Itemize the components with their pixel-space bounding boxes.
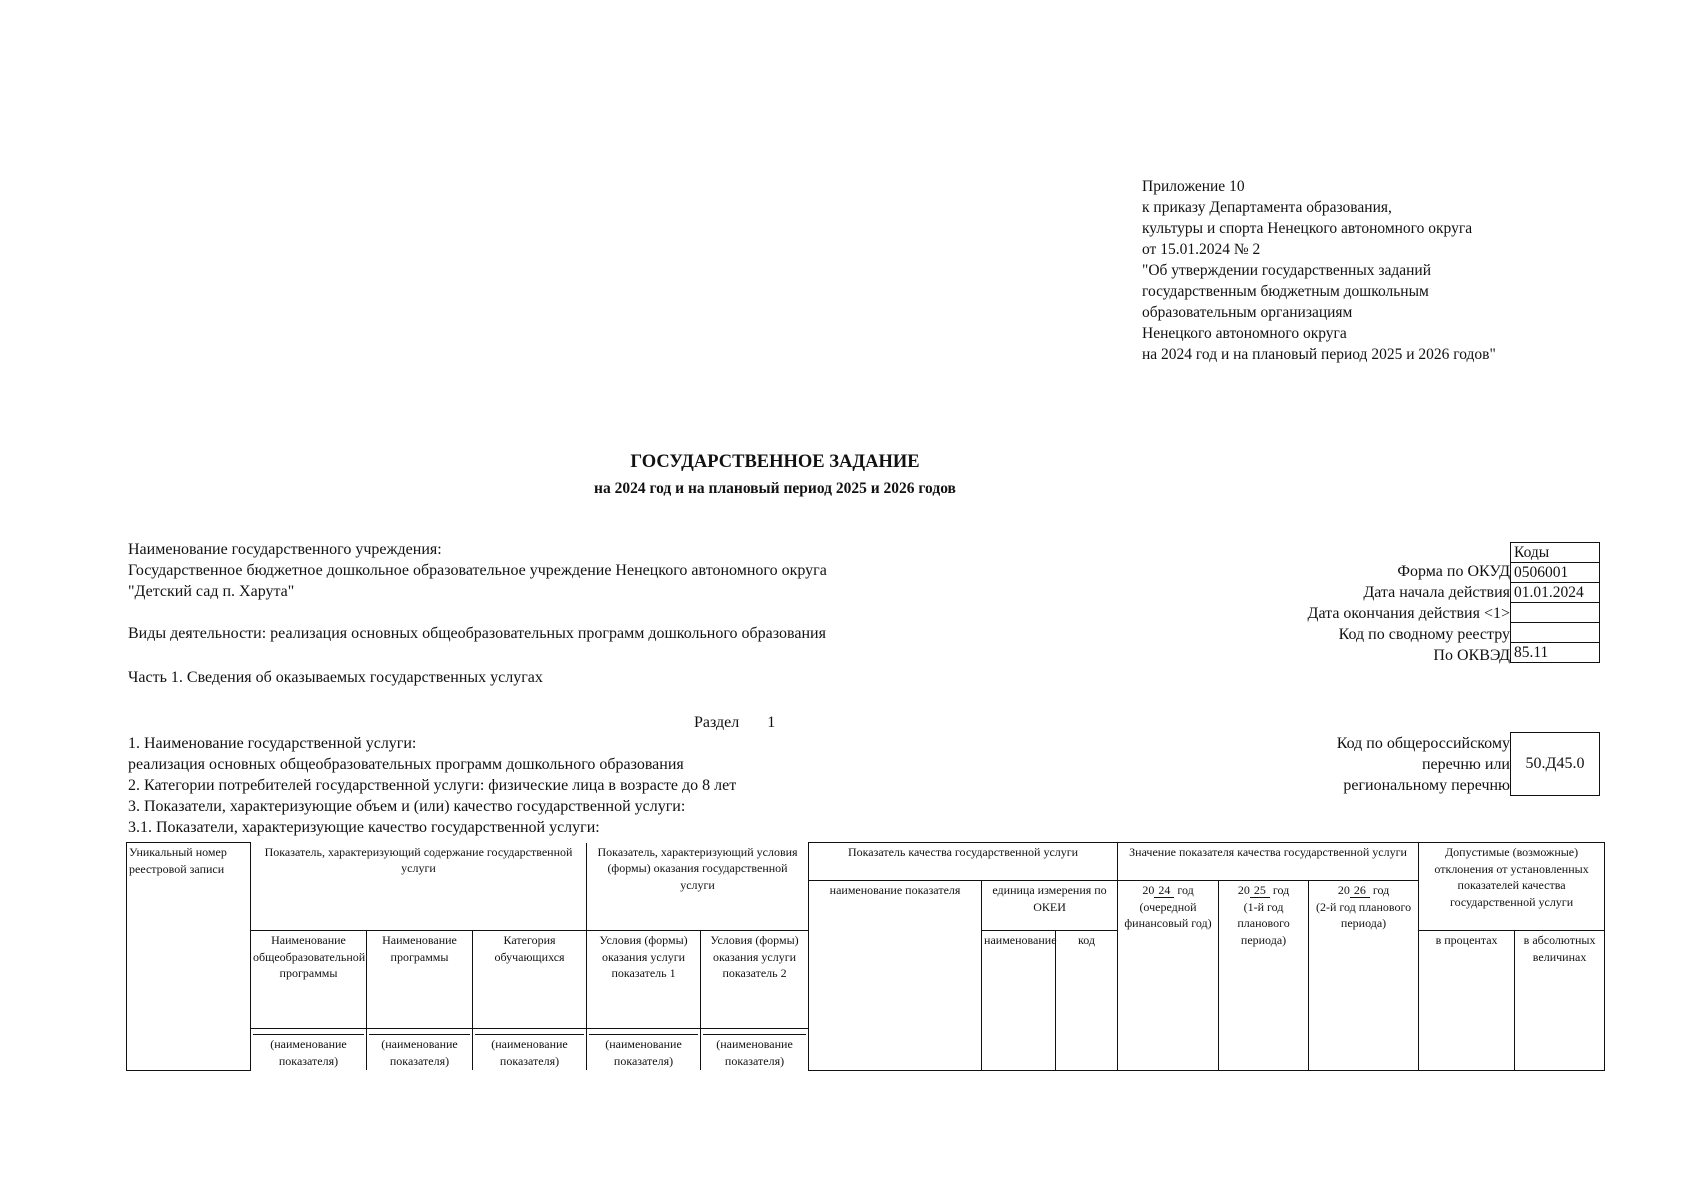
header-indicator-value: Значение показателя качества государственной услуги bbox=[1118, 843, 1419, 881]
col-condition-1 bbox=[587, 931, 701, 1029]
part1-heading: Часть 1. Сведения об оказываемых государственных услугах bbox=[128, 669, 543, 686]
col-program-name-sub bbox=[251, 1029, 367, 1071]
col-condition-2-label: Условия (формы) оказания услуги показатель 2 bbox=[710, 933, 799, 980]
col-program-sub bbox=[367, 1029, 473, 1071]
year-1-prefix: 20 bbox=[1142, 883, 1155, 897]
col-student-category-label: Категория обучающихся bbox=[494, 933, 565, 964]
appendix-line: к приказу Департамента образования, bbox=[1142, 199, 1392, 216]
header-year-3 bbox=[1309, 881, 1419, 1071]
header-indicator-name: наименование показателя bbox=[809, 881, 982, 1071]
section-number: 1 bbox=[767, 714, 776, 731]
service-name-label: 1. Наименование государственной услуги: bbox=[128, 735, 417, 752]
list-code-label-2: перечню или bbox=[1421, 756, 1510, 773]
institution-name-line1: Государственное бюджетное дошкольное образовательное учреждение Ненецкого автономного округа bbox=[128, 562, 827, 579]
section-label: Раздел bbox=[694, 714, 740, 731]
year-3-suffix: год bbox=[1372, 883, 1390, 897]
list-code-label-3: региональному перечню bbox=[1343, 777, 1510, 794]
header-unique-number: Уникальный номер реестровой записи bbox=[127, 843, 251, 1071]
year-1-note: (очередной финансовый год) bbox=[1124, 899, 1212, 930]
okved-value: 85.11 bbox=[1511, 643, 1600, 663]
header-content-indicator: Показатель, характеризующий содержание государственной услуги bbox=[251, 843, 587, 931]
appendix-line: на 2024 год и на плановый период 2025 и 2026 годов" bbox=[1142, 346, 1496, 363]
quality-indicators-table bbox=[126, 842, 1605, 1071]
institution-label: Наименование государственного учреждения: bbox=[128, 541, 442, 558]
year-2-note: (1-й год планового периода) bbox=[1237, 899, 1290, 947]
col-deviation-absolute: в абсолютных величинах bbox=[1515, 931, 1605, 1071]
end-date-value bbox=[1511, 603, 1600, 623]
codes-header: Коды bbox=[1511, 543, 1600, 563]
appendix-line: Ненецкого автономного округа bbox=[1142, 325, 1347, 342]
col-unit-name: наименование bbox=[982, 931, 1056, 1071]
registry-code-value bbox=[1511, 623, 1600, 643]
col-condition-1-sub bbox=[587, 1029, 701, 1071]
year-3-prefix: 20 bbox=[1337, 883, 1350, 897]
start-date-value: 01.01.2024 bbox=[1511, 583, 1600, 603]
col-program-name-label: Наименование общеобразовательной программы bbox=[253, 933, 366, 980]
okud-value: 0506001 bbox=[1511, 563, 1600, 583]
year-1-value: 24 bbox=[1154, 883, 1174, 898]
sub-indicator-name: (наименование показателя) bbox=[253, 1034, 364, 1069]
header-quality-indicator: Показатель качества государственной услуги bbox=[809, 843, 1118, 881]
indicators-heading: 3. Показатели, характеризующие объем и (или) качество государственной услуги: bbox=[128, 798, 686, 815]
list-code-value: 50.Д45.0 bbox=[1510, 732, 1600, 796]
list-code-label-1: Код по общероссийскому bbox=[1336, 735, 1510, 752]
sub-indicator-name: (наименование показателя) bbox=[589, 1034, 698, 1069]
sub-indicator-name: (наименование показателя) bbox=[369, 1034, 470, 1069]
appendix-line: "Об утверждении государственных заданий bbox=[1142, 262, 1432, 279]
year-1-suffix: год bbox=[1177, 883, 1194, 897]
document-subtitle: на 2024 год и на плановый период 2025 и 2026 годов bbox=[594, 480, 956, 497]
header-year-2 bbox=[1219, 881, 1309, 1071]
okud-label: Форма по ОКУД bbox=[1397, 563, 1510, 580]
header-conditions-indicator: Показатель, характеризующий условия (формы) оказания государственной услуги bbox=[587, 843, 809, 931]
quality-indicators-heading: 3.1. Показатели, характеризующие качество государственной услуги: bbox=[128, 819, 600, 836]
sub-indicator-name: (наименование показателя) bbox=[703, 1034, 806, 1069]
appendix-line: от 15.01.2024 № 2 bbox=[1142, 241, 1261, 258]
header-deviation: Допустимые (возможные) отклонения от установленных показателей качества государственной услуги bbox=[1419, 843, 1605, 931]
year-2-suffix: год bbox=[1272, 883, 1290, 897]
service-name-value: реализация основных общеобразовательных программ дошкольного образования bbox=[128, 756, 684, 773]
year-3-note: (2-й год планового периода) bbox=[1315, 899, 1412, 930]
appendix-line: Приложение 10 bbox=[1142, 178, 1245, 195]
col-student-category bbox=[473, 931, 587, 1029]
col-condition-2-sub bbox=[701, 1029, 809, 1071]
appendix-line: образовательным организациям bbox=[1142, 304, 1353, 321]
appendix-note bbox=[1142, 176, 1496, 365]
col-program-label: Наименование программы bbox=[382, 933, 457, 964]
codes-table bbox=[1510, 542, 1600, 663]
year-2-value: 25 bbox=[1250, 883, 1270, 898]
col-condition-2 bbox=[701, 931, 809, 1029]
consumer-category: 2. Категории потребителей государственной услуги: физические лица в возрасте до 8 лет bbox=[128, 777, 737, 794]
end-date-label: Дата окончания действия <1> bbox=[1307, 605, 1510, 622]
year-2-prefix: 20 bbox=[1237, 883, 1250, 897]
activity-type: Виды деятельности: реализация основных общеобразовательных программ дошкольного образования bbox=[128, 625, 826, 642]
start-date-label: Дата начала действия bbox=[1363, 584, 1510, 601]
appendix-line: культуры и спорта Ненецкого автономного округа bbox=[1142, 220, 1473, 237]
header-year-1 bbox=[1118, 881, 1219, 1071]
col-program bbox=[367, 931, 473, 1029]
col-program-name bbox=[251, 931, 367, 1029]
col-student-category-sub bbox=[473, 1029, 587, 1071]
col-condition-1-label: Условия (формы) оказания услуги показатель 1 bbox=[599, 933, 688, 980]
section-heading bbox=[694, 714, 775, 732]
header-unit: единица измерения по ОКЕИ bbox=[982, 881, 1118, 931]
institution-name-line2: "Детский сад п. Харута" bbox=[128, 583, 295, 600]
year-3-value: 26 bbox=[1350, 883, 1370, 898]
document-title: ГОСУДАРСТВЕННОЕ ЗАДАНИЕ bbox=[630, 452, 920, 472]
appendix-line: государственным бюджетным дошкольным bbox=[1142, 283, 1429, 300]
col-unit-code: код bbox=[1056, 931, 1118, 1071]
okved-label: По ОКВЭД bbox=[1433, 647, 1510, 664]
registry-code-label: Код по сводному реестру bbox=[1338, 626, 1510, 643]
col-deviation-percent: в процентах bbox=[1419, 931, 1515, 1071]
sub-indicator-name: (наименование показателя) bbox=[475, 1034, 584, 1069]
